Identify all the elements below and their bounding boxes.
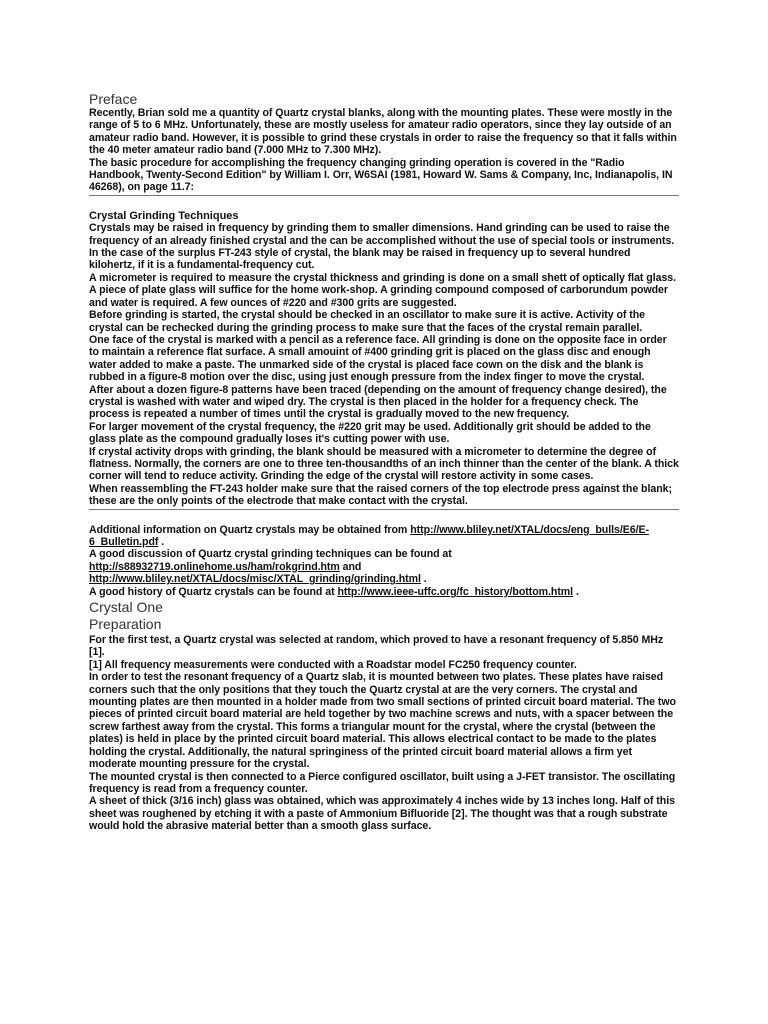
preface-heading: Preface: [89, 91, 138, 107]
crystal-one-heading: Crystal One: [89, 599, 163, 616]
additional-info: [89, 524, 679, 598]
grinding-heading: Crystal Grinding Techniques: [89, 209, 239, 222]
crystal-history-line: A good history of Quartz crystals can be found at http://www.ieee-uffc.org/fc_history/bottom.html .: [89, 585, 579, 598]
grinding-body: [89, 222, 679, 507]
crystal-one-body: [89, 634, 679, 833]
preface-body: [89, 107, 679, 194]
rokgrind-link[interactable]: http://s88932719.onlinehome.us/ham/rokgrind.htm: [89, 560, 340, 573]
grinding-paragraph: A micrometer is required to measure the crystal thickness and grinding is done on a small shett of optically flat glass. A piece of plate glass will suffice for the home work-shop. A grinding compound composed of carborundum powder and water is required. A few ounces of #220 and #300 grits are suggested.: [89, 271, 677, 309]
document-page: [89, 92, 679, 833]
preface-paragraph: Recently, Brian sold me a quantity of Quartz crystal blanks, along with the mounting plates. These were mostly in the range of 5 to 6 MHz. Unfortunately, these are mostly useless for amateur radio operators, since they lay outside of an amateur radio band. However, it is possible to grind these crystals in order to raise the frequency so that it falls within the 40 meter amateur radio band (7.000 MHz to 7.300 MHz).: [89, 107, 677, 157]
ieee-history-link[interactable]: http://www.ieee-uffc.org/fc_history/bottom.html: [337, 585, 574, 598]
grinding-paragraph: Before grinding is started, the crystal should be checked in an oscillator to make sure it is active. Activity of the crystal can be rechecked during the grinding process to make sure that the faces of the crystal remain parallel.: [89, 309, 645, 334]
crystal-one-paragraph: A sheet of thick (3/16 inch) glass was obtained, which was approximately 4 inches wide by 13 inches long. Half of this sheet was roughened by etching it with a paste of Ammonium Bifluoride [2]. The thought was that a rough substrate would hold the abrasive material better than a smooth glass surface.: [89, 795, 675, 833]
preface-paragraph: The basic procedure for accomplishing the frequency changing grinding operation is covered in the "Radio Handbook, Twenty-Second Edition" by William I. Orr, W6SAI (1981, Howard W. Sams & Company, Inc, Indianapolis, IN 46268), on page 11.7:: [89, 156, 673, 194]
grinding-paragraph: After about a dozen figure-8 patterns have been traced (depending on the amount of frequency change desired), the crystal is washed with water and wiped dry. The crystal is then placed in the holder for a frequency check. The process is repeated a number of times until the crystal is gradually moved to the new frequency.: [89, 383, 667, 421]
bliley-grinding-link[interactable]: http://www.bliley.net/XTAL/docs/misc/XTAL_grinding/grinding.html: [89, 573, 421, 586]
crystal-one-paragraph: The mounted crystal is then connected to a Pierce configured oscillator, built using a J-FET transistor. The oscillating frequency is read from a frequency counter.: [89, 770, 676, 795]
grinding-paragraph: Crystals may be raised in frequency by grinding them to smaller dimensions. Hand grinding can be used to raise the frequency of an already finished crystal and the can be accomplished without the use of special tools or instruments. In the case of the surplus FT-243 style of crystal, the blank may be raised in frequency up to several hundred kilohertz, if it is a fundamental-frequency cut.: [89, 222, 675, 272]
grinding-paragraph: For larger movement of the crystal frequency, the #220 grit may be used. Additionally grit should be added to the glass plate as the compound gradually loses it's cutting power with use.: [89, 420, 651, 446]
bliley-bulletin-link[interactable]: http://www.bliley.net/XTAL/docs/eng_bulls/E6/E-6_Bulletin.pdf: [89, 523, 649, 548]
grinding-paragraph: When reassembling the FT-243 holder make sure that the raised corners of the top electrode press against the blank; these are the only points of the electrode that make contact with the crystal.: [89, 482, 672, 508]
grinding-paragraph: If crystal activity drops with grinding, the blank should be measured with a micrometer to determine the degree of flatness. Normally, the corners are one to three ten-thousandths of an inch thinner than the center of the blank. A thick corner will tend to reduce activity. Grinding the edge of the crystal will restore activity in some cases.: [89, 445, 679, 483]
grinding-paragraph: One face of the crystal is marked with a pencil as a reference face. All grinding is done on the opposite face in order to maintain a reference flat surface. A small amouint of #400 grinding grit is placed on the glass disc and enough water added to make a paste. The unmarked side of the crystal is placed face cown on the disk and the blank is rubbed in a figure-8 motion over the disc, using just enough pressure from the index finger to move the crystal.: [89, 333, 667, 384]
crystal-one-paragraph: For the first test, a Quartz crystal was selected at random, which proved to have a resonant frequency of 5.850 MHz [1].: [89, 634, 664, 659]
grinding-discussion-line: A good discussion of Quartz crystal grinding techniques can be found at http://s88932719.onlinehome.us/ham/rokgrind.htm and http://www.bliley.net/XTAL/docs/misc/XTAL_grinding/grinding.html .: [89, 548, 452, 586]
crystal-one-paragraph: In order to test the resonant frequency of a Quartz slab, it is mounted between two plates. These plates have raised corners such that the only positions that they touch the Quartz crystal at are the very corners. The crystal and mounting plates are then mounted in a holder made from two small sections of printed circuit board material. The two pieces of printed circuit board material are held together by two machine screws and nuts, with a spacer between the screw farthest away from the crystal. This forms a triangular mount for the crystal, where the crystal (between the plates) is held in place by the printed circuit board material. This allows electrical contact to be made to the plates holding the crystal. Additionally, the natural springiness of the printed circuit board material allows a firm yet moderate mounting pressure for the crystal.: [89, 671, 676, 771]
bliley-bulletin-line: Additional information on Quartz crystals may be obtained from http://www.bliley.net/XTAL/docs/eng_bulls/E6/E-6_Bulletin.pdf .: [89, 523, 649, 548]
footnote: [1] All frequency measurements were conducted with a Roadstar model FC250 frequency counter.: [89, 658, 577, 671]
preparation-heading: Preparation: [89, 616, 162, 633]
